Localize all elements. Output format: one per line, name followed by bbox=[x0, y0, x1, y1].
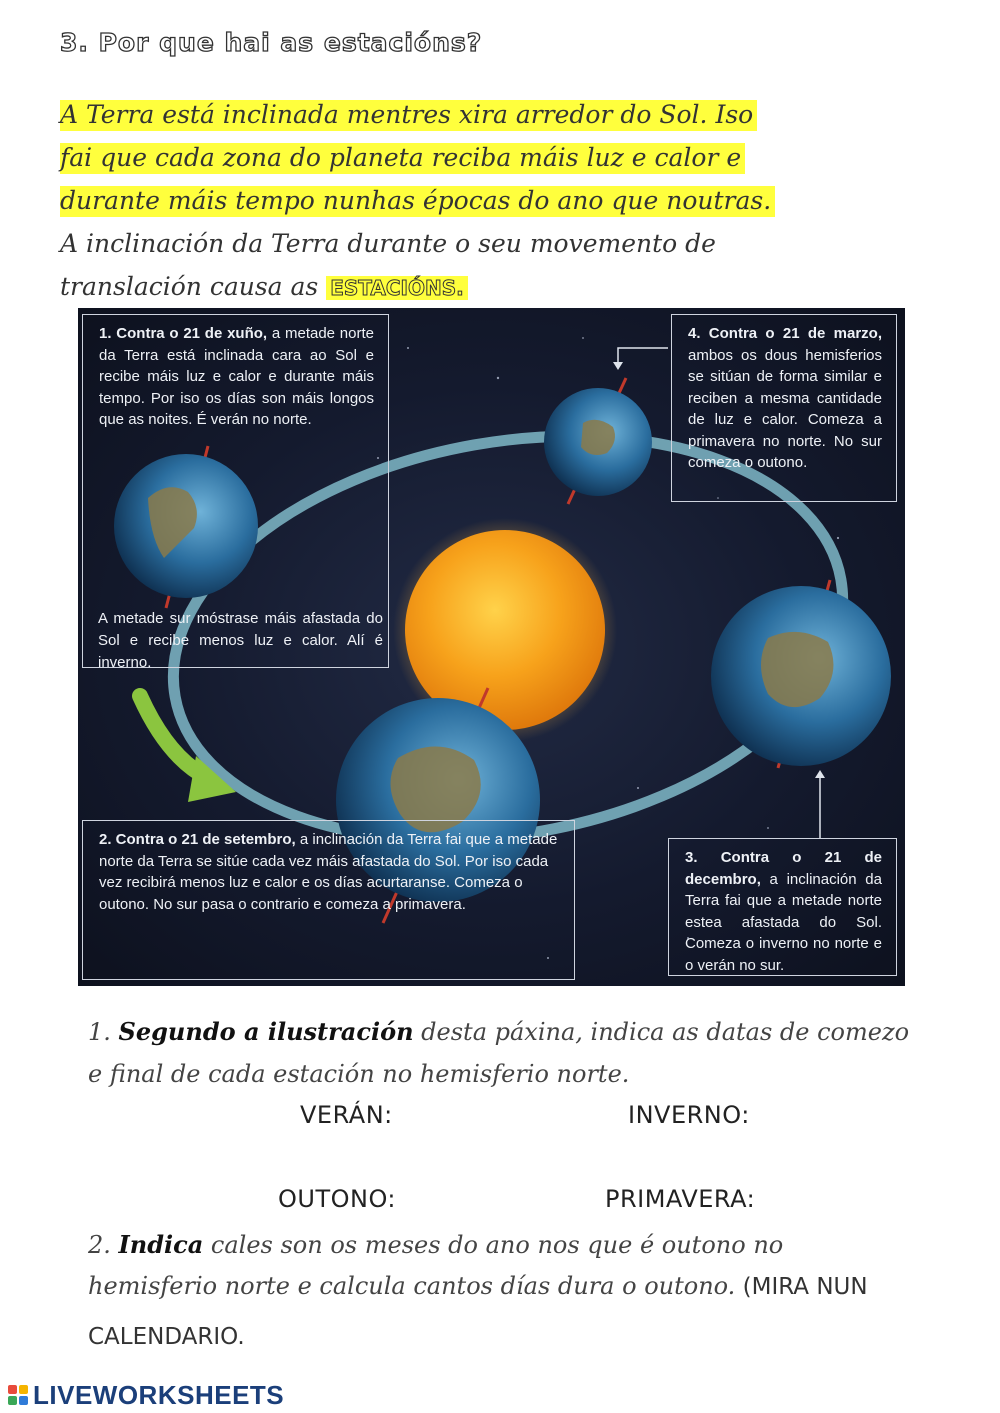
caption-september: 2. Contra o 21 de setembro, a inclinación da Terra fai que a metade norte da Terra se sitúe cada vez máis afastada do Sol. Por iso cada vez recibirá menos luz e calor e os días acurtaranse. Comeza o outono. No sur pasa o contrario e comeza a primavera. bbox=[82, 820, 575, 980]
label-veran: VERÁN: bbox=[300, 1101, 393, 1129]
intro-line-4: A inclinación da Terra durante o seu movemento de bbox=[60, 229, 716, 258]
question-1-line-1: 1. Segundo a ilustración desta páxina, indica as datas de comezo bbox=[88, 1017, 910, 1046]
intro-line-1: A Terra está inclinada mentres xira arredor do Sol. Iso bbox=[60, 100, 757, 129]
intro-line-3: durante máis tempo nunhas épocas do ano que noutras. bbox=[60, 186, 775, 215]
earth-december bbox=[711, 580, 891, 768]
intro-line-5: translación causa as ESTACIÓNS. bbox=[60, 272, 468, 301]
question-2-line-1: 2. Indica cales son os meses do ano nos que é outono no bbox=[88, 1230, 784, 1259]
label-outono: OUTONO: bbox=[278, 1185, 397, 1213]
question-2-line-2: hemisferio norte e calcula cantos días dura o outono. (MIRA NUN bbox=[88, 1272, 868, 1300]
intro-line-2: fai que cada zona do planeta reciba máis luz e calor e bbox=[60, 143, 745, 172]
caption-march: 4. Contra o 21 de marzo, ambos os dous hemisferios se sitúan de forma similar e reciben a mesma cantidade de luz e calor. Comeza a primavera no norte. No sur comeza o outono. bbox=[671, 314, 897, 502]
earth-march bbox=[544, 378, 652, 504]
label-primavera: PRIMAVERA: bbox=[605, 1185, 756, 1213]
logo-mark-icon bbox=[8, 1385, 28, 1405]
seasons-illustration bbox=[78, 308, 905, 986]
label-inverno: INVERNO: bbox=[628, 1101, 750, 1129]
caption-june-south: A metade sur móstrase máis afastada do Sol e recibe menos luz e calor. Alí é inverno. bbox=[98, 610, 383, 671]
seasons-keyword: ESTACIÓNS. bbox=[326, 276, 468, 300]
caption-june: 1. Contra o 21 de xuño, a metade norte da Terra está inclinada cara ao Sol e recibe máis luz e calor e durante máis tempo. Por iso os días son máis longos que as noites. É verán no norte. bbox=[82, 314, 389, 668]
pointer-march bbox=[618, 348, 668, 364]
question-2-line-3: CALENDARIO. bbox=[88, 1324, 245, 1350]
question-1-line-2: e final de cada estación no hemisferio norte. bbox=[88, 1060, 630, 1088]
worksheet-title: 3. Por que hai as estacións? bbox=[60, 28, 483, 57]
liveworksheets-logo: LIVEWORKSHEETS bbox=[8, 1380, 284, 1410]
caption-december: 3. Contra o 21 de decembro, a inclinación da Terra fai que a metade norte estea afastada do Sol. Comeza o inverno no norte e o verán no sur. bbox=[668, 838, 897, 976]
